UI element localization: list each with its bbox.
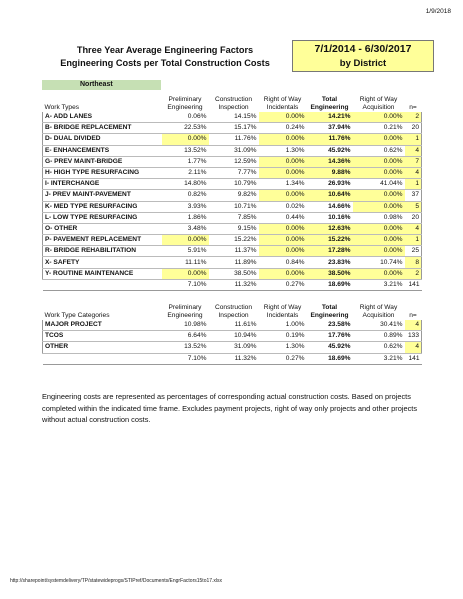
row-label: A- ADD LANES <box>43 112 162 123</box>
cell-n: 4 <box>405 223 422 234</box>
cell-cinsp: 10.79% <box>209 179 259 190</box>
cell-row-inc: 0.00% <box>259 190 307 201</box>
period-range: 7/1/2014 - 6/30/2017 <box>314 43 412 55</box>
source-path: http://sharepoint/systemdelivery/TP/statewideprogs/STIPref/Documents/EngrFactors15to17.xlsx <box>10 578 223 584</box>
table-row <box>43 246 422 257</box>
cell-prelim: 1.86% <box>162 212 209 223</box>
row-label: MAJOR PROJECT <box>43 320 162 331</box>
row-label: O- OTHER <box>43 223 162 234</box>
cell-row-acq: 30.41% <box>353 320 405 331</box>
cell-prelim: 6.64% <box>162 331 209 342</box>
cell-row-inc: 1.00% <box>259 320 307 331</box>
col-cinsp: Construction Inspection <box>214 304 253 319</box>
cell-row-inc: 0.24% <box>259 123 307 134</box>
cell-cinsp: 10.71% <box>209 201 259 212</box>
cell-total: 38.50% <box>307 268 353 279</box>
cell-n: 8 <box>405 257 422 268</box>
cell-row-inc: 0.00% <box>259 268 307 279</box>
total-cinsp: 11.32% <box>209 353 259 364</box>
row-label: D- DUAL DIVIDED <box>43 134 162 145</box>
cell-cinsp: 7.85% <box>209 212 259 223</box>
col-prelim: Preliminary Engineering <box>167 96 203 111</box>
cell-total: 23.83% <box>307 257 353 268</box>
total-n: 141 <box>405 353 422 364</box>
cell-total: 23.58% <box>307 320 353 331</box>
cell-row-acq: 0.89% <box>353 331 405 342</box>
cell-row-acq: 0.00% <box>353 167 405 178</box>
cell-row-inc: 0.00% <box>259 235 307 246</box>
table-row <box>43 145 422 156</box>
table-row <box>43 134 422 145</box>
row-label: B- BRIDGE REPLACEMENT <box>43 123 162 134</box>
col-n: n= <box>409 312 417 319</box>
cell-cinsp: 11.61% <box>209 320 259 331</box>
cell-prelim: 0.00% <box>162 134 209 145</box>
table-row <box>43 223 422 234</box>
cell-n: 5 <box>405 201 422 212</box>
cell-cinsp: 7.77% <box>209 167 259 178</box>
cell-cinsp: 31.09% <box>209 342 259 353</box>
cell-n: 4 <box>405 167 422 178</box>
table-row <box>43 201 422 212</box>
cell-cinsp: 38.50% <box>209 268 259 279</box>
cell-n: 25 <box>405 246 422 257</box>
period-by: by District <box>339 58 387 69</box>
cell-row-acq: 10.74% <box>353 257 405 268</box>
cell-prelim: 0.00% <box>162 268 209 279</box>
col-n: n= <box>409 104 417 111</box>
table-row <box>43 320 422 331</box>
cell-prelim: 10.98% <box>162 320 209 331</box>
row-label: K- MED TYPE RESURFACING <box>43 201 162 212</box>
row-label: R- BRIDGE REHABILITATION <box>43 246 162 257</box>
cell-n: 20 <box>405 212 422 223</box>
cell-cinsp: 15.17% <box>209 123 259 134</box>
cell-n: 4 <box>405 342 422 353</box>
cell-prelim: 5.91% <box>162 246 209 257</box>
row-label: OTHER <box>43 342 162 353</box>
title-line-2: Engineering Costs per Total Construction Costs <box>60 58 270 68</box>
cell-total: 14.66% <box>307 201 353 212</box>
table-row <box>43 179 422 190</box>
total-prelim: 7.10% <box>162 353 209 364</box>
cell-n: 133 <box>405 331 422 342</box>
cell-row-inc: 0.02% <box>259 201 307 212</box>
col-row-acq: Right of Way Acquisition <box>359 304 398 319</box>
work-types-totals <box>43 279 422 290</box>
table-row <box>43 235 422 246</box>
cell-prelim: 22.53% <box>162 123 209 134</box>
total-row-acq: 3.21% <box>353 279 405 290</box>
cell-cinsp: 31.09% <box>209 145 259 156</box>
cell-total: 17.28% <box>307 246 353 257</box>
cell-row-inc: 0.00% <box>259 167 307 178</box>
cell-row-acq: 0.00% <box>353 268 405 279</box>
cell-row-inc: 0.19% <box>259 331 307 342</box>
cell-total: 45.92% <box>307 342 353 353</box>
cell-n: 4 <box>405 320 422 331</box>
cell-total: 10.16% <box>307 212 353 223</box>
cell-prelim: 0.82% <box>162 190 209 201</box>
cell-row-acq: 0.21% <box>353 123 405 134</box>
title-line-1: Three Year Average Engineering Factors <box>76 45 254 55</box>
row-label: TCOS <box>43 331 162 342</box>
cell-total: 14.36% <box>307 156 353 167</box>
cell-row-inc: 0.44% <box>259 212 307 223</box>
cell-n: 1 <box>405 134 422 145</box>
cell-row-inc: 1.30% <box>259 342 307 353</box>
cell-row-inc: 1.30% <box>259 145 307 156</box>
cell-n: 1 <box>405 179 422 190</box>
period-box <box>292 40 434 72</box>
cell-total: 26.93% <box>307 179 353 190</box>
cell-cinsp: 14.15% <box>209 112 259 123</box>
col-row-inc: Right of Way Incidentals <box>263 96 302 111</box>
table-row <box>43 268 422 279</box>
table-row <box>43 190 422 201</box>
cell-row-acq: 0.00% <box>353 201 405 212</box>
report-date: 1/9/2018 <box>425 8 451 15</box>
cell-prelim: 13.52% <box>162 342 209 353</box>
cell-prelim: 3.48% <box>162 223 209 234</box>
cell-prelim: 2.11% <box>162 167 209 178</box>
row-label: L- LOW TYPE RESURFACING <box>43 212 162 223</box>
row-label: Y- ROUTINE MAINTENANCE <box>43 268 162 279</box>
table-row <box>43 342 422 353</box>
cell-cinsp: 11.37% <box>209 246 259 257</box>
total-prelim: 7.10% <box>162 279 209 290</box>
footnote: Engineering costs are represented as percentages of corresponding actual construction costs. Based on projects completed within the indicated time frame. Excludes payment projects, right of way only projects and other projects without actual construction costs. <box>42 392 418 424</box>
table-row <box>43 212 422 223</box>
col-row-acq: Right of Way Acquisition <box>359 96 398 111</box>
cell-total: 10.64% <box>307 190 353 201</box>
total-total: 18.69% <box>307 353 353 364</box>
cell-n: 4 <box>405 145 422 156</box>
cell-row-acq: 0.00% <box>353 134 405 145</box>
cell-row-acq: 0.62% <box>353 145 405 156</box>
cell-row-acq: 0.98% <box>353 212 405 223</box>
cell-row-acq: 0.62% <box>353 342 405 353</box>
cell-total: 45.92% <box>307 145 353 156</box>
row-label: H- HIGH TYPE RESURFACING <box>43 167 162 178</box>
col-work-types: Work Types <box>44 104 80 111</box>
cell-cinsp: 10.94% <box>209 331 259 342</box>
cell-cinsp: 9.15% <box>209 223 259 234</box>
col-row-inc: Right of Way Incidentals <box>263 304 302 319</box>
col-prelim: Preliminary Engineering <box>167 304 203 319</box>
cell-cinsp: 15.22% <box>209 235 259 246</box>
cell-row-acq: 0.00% <box>353 190 405 201</box>
cell-total: 11.76% <box>307 134 353 145</box>
cell-row-acq: 0.00% <box>353 246 405 257</box>
table-row <box>43 156 422 167</box>
work-types-table <box>42 92 422 291</box>
cell-row-acq: 0.00% <box>353 223 405 234</box>
table-row <box>43 257 422 268</box>
cell-cinsp: 12.59% <box>209 156 259 167</box>
cell-prelim: 0.00% <box>162 235 209 246</box>
report-title <box>60 44 270 70</box>
cell-row-acq: 0.00% <box>353 235 405 246</box>
cell-n: 37 <box>405 190 422 201</box>
row-label: I- INTERCHANGE <box>43 179 162 190</box>
total-n: 141 <box>405 279 422 290</box>
row-label: X- SAFETY <box>43 257 162 268</box>
cell-prelim: 14.80% <box>162 179 209 190</box>
cell-total: 12.63% <box>307 223 353 234</box>
cell-row-inc: 0.00% <box>259 156 307 167</box>
cell-row-inc: 0.00% <box>259 112 307 123</box>
cell-total: 14.21% <box>307 112 353 123</box>
cell-row-inc: 1.34% <box>259 179 307 190</box>
cell-prelim: 1.77% <box>162 156 209 167</box>
table-row <box>43 167 422 178</box>
categories-totals <box>43 353 422 364</box>
cell-cinsp: 11.76% <box>209 134 259 145</box>
table-row <box>43 112 422 123</box>
cell-n: 1 <box>405 235 422 246</box>
table-row <box>43 331 422 342</box>
cell-cinsp: 11.89% <box>209 257 259 268</box>
categories-header <box>43 300 422 320</box>
cell-prelim: 3.93% <box>162 201 209 212</box>
cell-row-acq: 0.00% <box>353 156 405 167</box>
col-categories: Work Type Categories <box>44 312 110 319</box>
total-row-acq: 3.21% <box>353 353 405 364</box>
row-label: E- ENHANCEMENTS <box>43 145 162 156</box>
cell-row-inc: 0.00% <box>259 223 307 234</box>
cell-n: 2 <box>405 112 422 123</box>
total-row-inc: 0.27% <box>259 279 307 290</box>
total-cinsp: 11.32% <box>209 279 259 290</box>
cell-total: 15.22% <box>307 235 353 246</box>
cell-row-acq: 41.04% <box>353 179 405 190</box>
cell-row-inc: 0.00% <box>259 246 307 257</box>
total-row-inc: 0.27% <box>259 353 307 364</box>
cell-row-inc: 0.84% <box>259 257 307 268</box>
col-total: Total Engineering <box>310 96 349 111</box>
row-label: J- PREV MAINT-PAVEMENT <box>43 190 162 201</box>
categories-table <box>42 300 422 365</box>
district-label: Northeast <box>42 80 161 90</box>
cell-cinsp: 9.82% <box>209 190 259 201</box>
table-row <box>43 123 422 134</box>
cell-row-acq: 0.00% <box>353 112 405 123</box>
cell-prelim: 11.11% <box>162 257 209 268</box>
col-total: Total Engineering <box>310 304 349 319</box>
cell-total: 17.76% <box>307 331 353 342</box>
total-total: 18.69% <box>307 279 353 290</box>
cell-total: 9.88% <box>307 167 353 178</box>
cell-row-inc: 0.00% <box>259 134 307 145</box>
cell-prelim: 13.52% <box>162 145 209 156</box>
cell-prelim: 0.06% <box>162 112 209 123</box>
col-cinsp: Construction Inspection <box>214 96 253 111</box>
cell-n: 20 <box>405 123 422 134</box>
cell-total: 37.94% <box>307 123 353 134</box>
cell-n: 7 <box>405 156 422 167</box>
row-label: G- PREV MAINT-BRIDGE <box>43 156 162 167</box>
cell-n: 2 <box>405 268 422 279</box>
work-types-header <box>43 92 422 112</box>
row-label: P- PAVEMENT REPLACEMENT <box>43 235 162 246</box>
